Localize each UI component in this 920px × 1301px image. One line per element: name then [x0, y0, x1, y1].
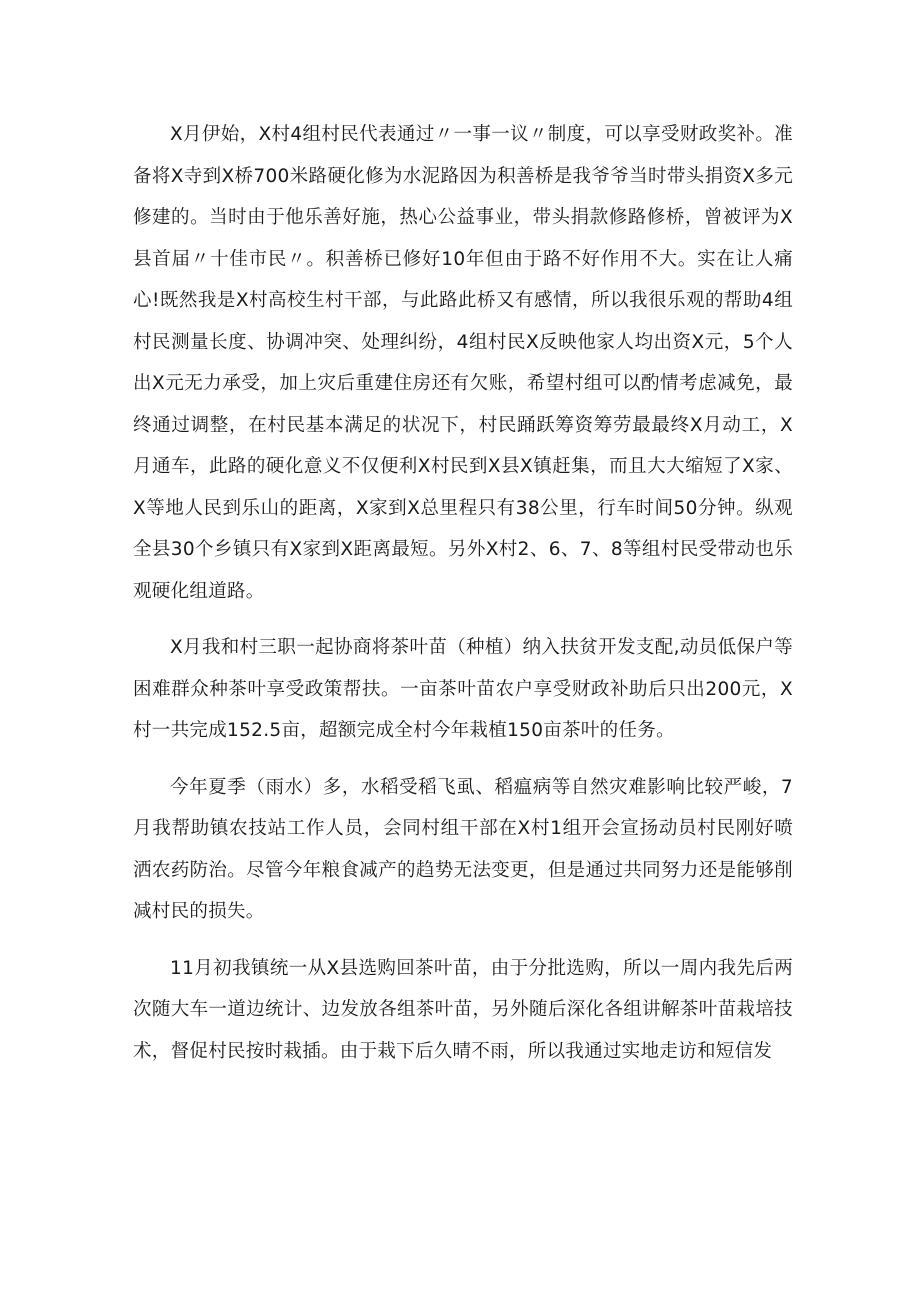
paragraph-rice-disaster: 今年夏季（雨水）多，水稻受稻飞虱、稻瘟病等自然灾难影响比较严峻，7月我帮助镇农技站工作人员，会同村组干部在X村1组开会宣扬动员村民刚好喷洒农药防治。尽管今年粮食减产的趋势无法变更，但是通过共同努力还是能够削减村民的损失。: [133, 776, 793, 922]
paragraph-tea-planting: X月我和村三职一起协商将茶叶苗（种植）纳入扶贫开发支配,动员低保户等困难群众种茶叶享受政策帮扶。一亩茶叶苗农户享受财政补助后只出200元，X村一共完成152.5亩，超额完成全村今年栽植150亩茶叶的任务。: [133, 637, 793, 741]
paragraph-road-hardening: X月伊始，X村4组村民代表通过〃一事一议〃制度，可以享受财政奖补。准备将X寺到X桥700米路硬化修为水泥路因为积善桥是我爷爷当时带头捐资X多元修建的。当时由于他乐善好施，热心公益事业，带头捐款修路修桥，曾被评为X县首届〃十佳市民〃。积善桥已修好10年但由于路不好作用不大。实在让人痛心!既然我是X村高校生村干部，与此路此桥又有感情，所以我很乐观的帮助4组村民测量长度、协调冲突、处理纠纷，4组村民X反映他家人均出资X元，5个人出X元无力承受，加上灾后重建住房还有欠账，希望村组可以酌情考虑减免，最终通过调整，在村民基本满足的状况下，村民踊跃筹资筹劳最最终X月动工，X月通车，此路的硬化意义不仅便利X村民到X县X镇赶集，而且大大缩短了X家、X等地人民到乐山的距离，X家到X总里程只有38公里，行车时间50分钟。纵观全县30个乡镇只有X家到X距离最短。另外X村2、6、7、8等组村民受带动也乐观硬化组道路。: [133, 124, 793, 602]
document-body: [133, 114, 793, 1087]
paragraph-tea-seedlings: 11月初我镇统一从X县选购回茶叶苗，由于分批选购，所以一周内我先后两次随大车一道边统计、边发放各组茶叶苗，另外随后深化各组讲解茶叶苗栽培技术，督促村民按时栽插。由于栽下后久晴不雨，所以我通过实地走访和短信发: [133, 957, 793, 1062]
